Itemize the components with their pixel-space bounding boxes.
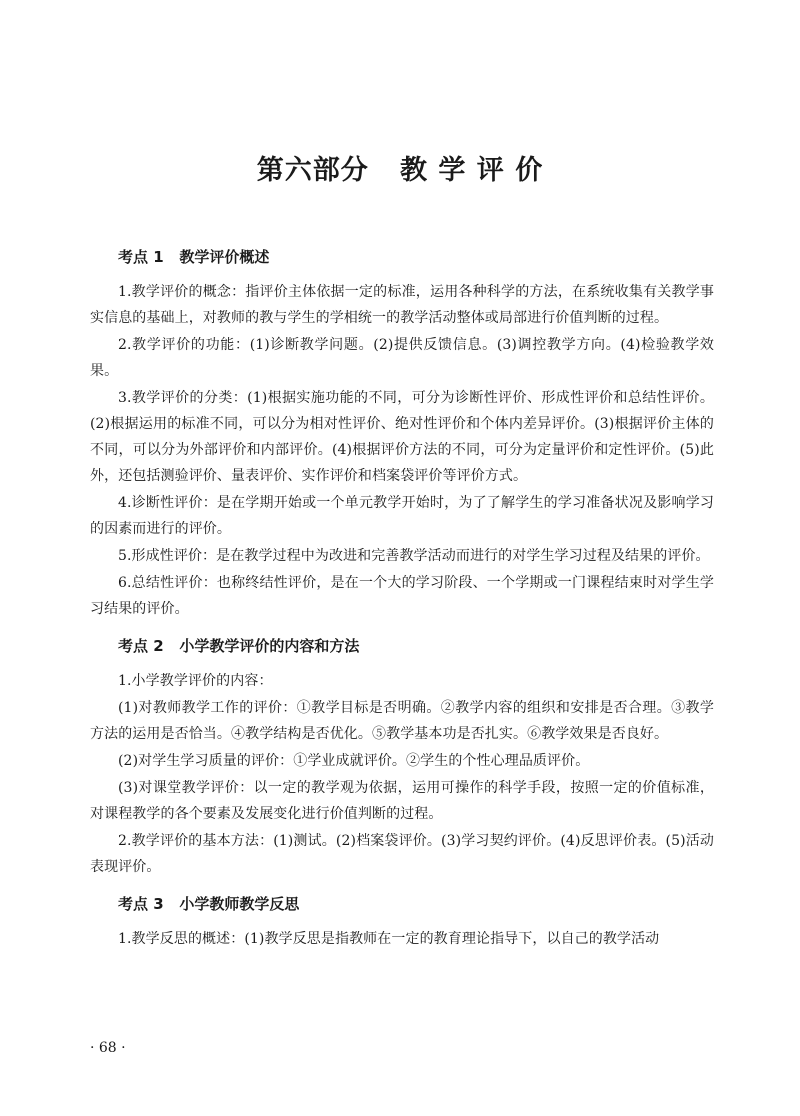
section-teaching-reflection [90,890,714,952]
paragraph: 1.教学评价的概念：指评价主体依据一定的标准，运用各种科学的方法，在系统收集有关教学事实信息的基础上，对教师的教与学生的学相统一的教学活动整体或局部进行价值判断的过程。 [90,284,714,326]
paragraph: (3)对课堂教学评价：以一定的教学观为依据，运用可操作的科学手段，按照一定的价值标准，对课程教学的各个要素及发展变化进行价值判断的过程。 [90,780,714,822]
page-content [90,243,714,952]
paragraph: 3.教学评价的分类：(1)根据实施功能的不同，可分为诊断性评价、形成性评价和总结性评价。(2)根据运用的标准不同，可以分为相对性评价、绝对性评价和个体内差异评价。(3)根据评价主体的不同，可以分为外部评价和内部评价。(4)根据评价方法的不同，可分为定量评价和定性评价。(5)此外，还包括测验评价、量表评价、实作评价和档案袋评价等评价方式。 [90,390,714,484]
paragraph: 5.形成性评价：是在教学过程中为改进和完善教学活动而进行的对学生学习过程及结果的评价。 [118,548,710,564]
section-evaluation-overview [90,243,714,622]
paragraph: 2.教学评价的基本方法：(1)测试。(2)档案袋评价。(3)学习契约评价。(4)反思评价表。(5)活动表现评价。 [90,833,714,875]
part-title: 第六部分 教 学 评 价 [256,155,544,186]
page-number: · 68 · [90,1040,126,1056]
paragraph: 4.诊断性评价：是在学期开始或一个单元教学开始时，为了了解学生的学习准备状况及影响学习的因素而进行的评价。 [90,495,714,537]
section-evaluation-content-methods [90,632,714,880]
paragraph: 6.总结性评价：也称终结性评价，是在一个大的学习阶段、一个学期或一门课程结束时对学生学习结果的评价。 [90,575,714,617]
section-heading: 考点 1 教学评价概述 [118,248,270,266]
section-heading: 考点 3 小学教师教学反思 [118,895,300,913]
paragraph: (1)对教师教学工作的评价：①教学目标是否明确。②教学内容的组织和安排是否合理。③教学方法的运用是否恰当。④教学结构是否优化。⑤教学基本功是否扎实。⑥教学效果是否良好。 [90,700,714,742]
paragraph: 1.教学反思的概述：(1)教学反思是指教师在一定的教育理论指导下，以自己的教学活动 [118,931,660,947]
paragraph: 2.教学评价的功能：(1)诊断教学问题。(2)提供反馈信息。(3)调控教学方向。(4)检验教学效果。 [90,337,714,379]
section-heading: 考点 2 小学教学评价的内容和方法 [118,637,360,655]
paragraph: (2)对学生学习质量的评价：①学业成就评价。②学生的个性心理品质评价。 [118,753,590,769]
paragraph: 1.小学教学评价的内容： [118,673,273,689]
